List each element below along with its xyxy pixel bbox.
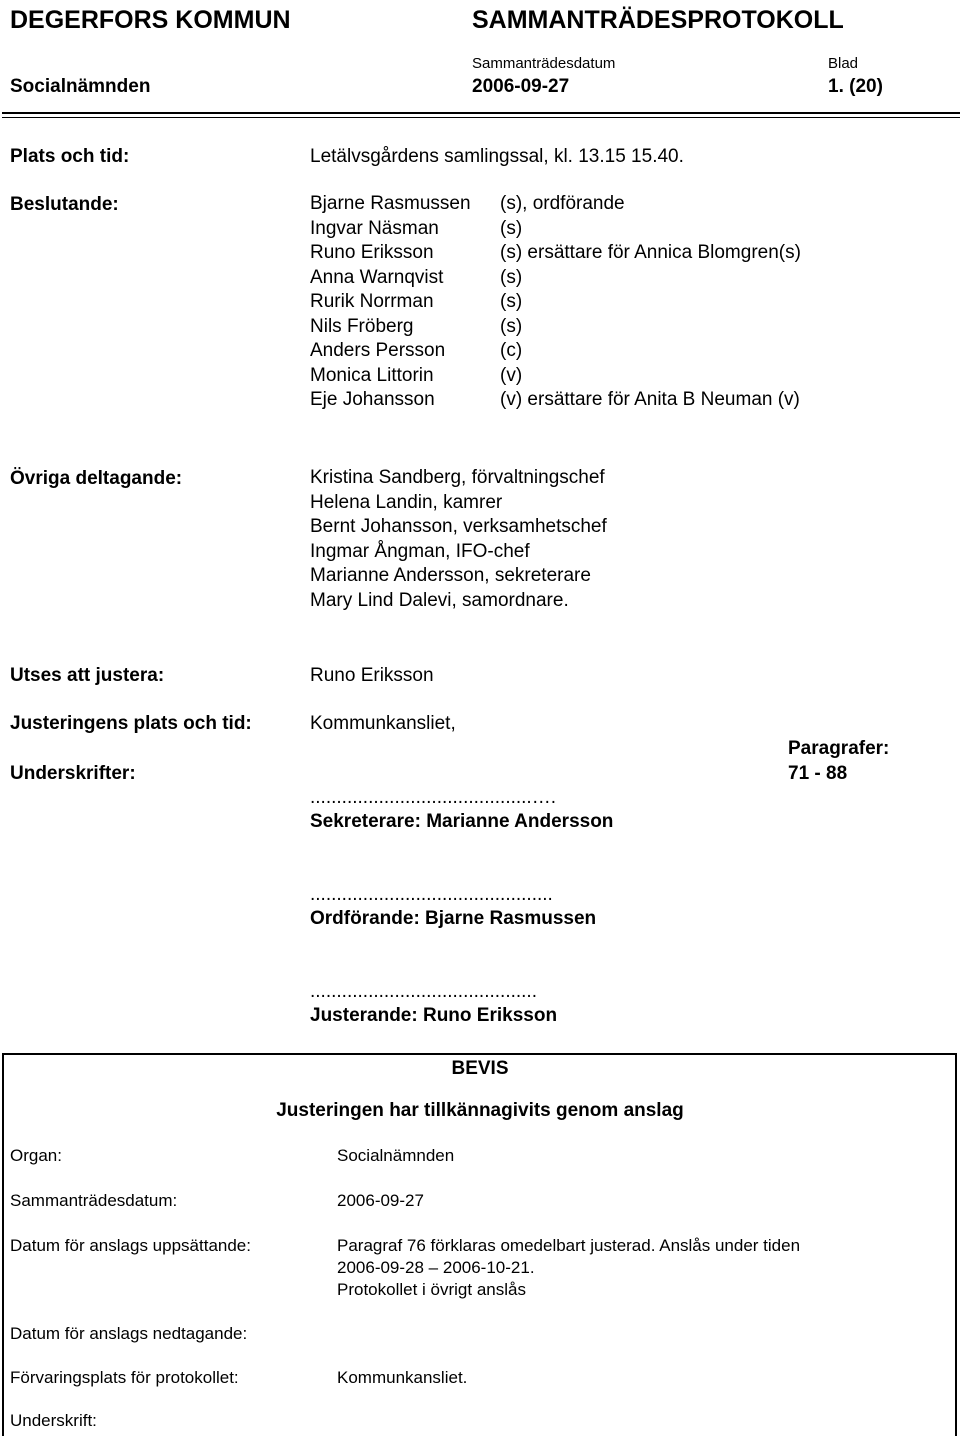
storage-label: Förvaringsplats för protokollet: xyxy=(10,1368,239,1387)
adjuster-signature: Justerande: Runo Eriksson xyxy=(310,1005,558,1026)
member-role: (v) xyxy=(500,364,523,386)
signature-line: ..........................................…. xyxy=(310,787,556,808)
other-participants-list xyxy=(310,466,607,613)
others-label: Övriga deltagande: xyxy=(10,468,183,489)
certificate-title: BEVIS xyxy=(451,1058,509,1079)
paragraphs-label: Paragrafer: xyxy=(788,738,890,759)
adjust-place-value: Kommunkansliet, xyxy=(310,713,456,734)
member-name: Ingvar Näsman xyxy=(310,217,439,239)
signature-line: .............................................. xyxy=(310,884,553,905)
member-name: Eje Johansson xyxy=(310,389,435,410)
member-name: Monica Littorin xyxy=(310,364,434,386)
header-divider-thin xyxy=(2,117,960,118)
municipality-name: DEGERFORS KOMMUN xyxy=(10,6,291,34)
document-type: SAMMANTRÄDESPROTOKOLL xyxy=(472,6,844,34)
member-role: (c) xyxy=(500,340,523,361)
place-label: Plats och tid: xyxy=(10,146,130,167)
list-item xyxy=(310,241,910,266)
member-role: (s) xyxy=(500,291,523,312)
organ-label: Organ: xyxy=(10,1146,62,1165)
deciding-members-list xyxy=(310,192,910,413)
certificate-subtitle: Justeringen har tillkännagivits genom anslag xyxy=(276,1100,684,1121)
member-name: Anders Persson xyxy=(310,340,446,361)
member-role: (s), ordförande xyxy=(500,193,625,214)
certificate-date-value: 2006-09-27 xyxy=(337,1191,424,1210)
place-value: Letälvsgårdens samlingssal, kl. 13.15 15.40. xyxy=(310,146,684,167)
member-name: Rurik Norrman xyxy=(310,291,434,312)
list-item xyxy=(310,339,910,364)
list-item: Ingmar Ångman, IFO-chef xyxy=(310,540,530,562)
list-item xyxy=(310,388,910,413)
paragraphs-value: 71 - 88 xyxy=(788,763,848,784)
signature-line: ........................................... xyxy=(310,981,537,1002)
posted-line: Protokollet i övrigt anslås xyxy=(337,1280,526,1299)
member-role: (s) xyxy=(500,315,523,337)
certificate-date-label: Sammanträdesdatum: xyxy=(10,1191,178,1210)
header-divider xyxy=(2,112,960,114)
page-number: 1. (20) xyxy=(828,76,883,97)
list-item: Kristina Sandberg, förvaltningschef xyxy=(310,467,605,488)
organ-value: Socialnämnden xyxy=(337,1146,455,1165)
meeting-date-label: Sammanträdesdatum xyxy=(472,55,616,72)
list-item xyxy=(310,192,910,217)
list-item xyxy=(310,290,910,315)
board-name: Socialnämnden xyxy=(10,76,151,97)
member-name: Anna Warnqvist xyxy=(310,266,444,288)
list-item xyxy=(310,266,910,291)
chair-signature: Ordförande: Bjarne Rasmussen xyxy=(310,908,597,929)
posted-date-label: Datum för anslags uppsättande: xyxy=(10,1236,251,1255)
page-label: Blad xyxy=(828,55,859,72)
list-item: Mary Lind Dalevi, samordnare. xyxy=(310,589,569,611)
secretary-signature: Sekreterare: Marianne Andersson xyxy=(310,811,614,832)
storage-value: Kommunkansliet. xyxy=(337,1368,468,1387)
posted-line: 2006-09-28 – 2006-10-21. xyxy=(337,1258,535,1277)
removed-date-label: Datum för anslags nedtagande: xyxy=(10,1324,248,1343)
member-role: (s) xyxy=(500,266,523,288)
signature-label: Underskrift: xyxy=(10,1411,97,1430)
list-item: Marianne Andersson, sekreterare xyxy=(310,565,591,586)
list-item xyxy=(310,217,910,242)
member-role: (s) ersättare för Annica Blomgren(s) xyxy=(500,242,801,263)
list-item: Helena Landin, kamrer xyxy=(310,491,503,513)
signatures-label: Underskrifter: xyxy=(10,763,136,784)
member-name: Bjarne Rasmussen xyxy=(310,193,471,214)
adjuster-value: Runo Eriksson xyxy=(310,665,434,686)
member-name: Nils Fröberg xyxy=(310,315,414,337)
adjuster-label: Utses att justera: xyxy=(10,665,165,686)
member-role: (s) xyxy=(500,217,523,239)
adjust-place-label: Justeringens plats och tid: xyxy=(10,713,252,734)
list-item xyxy=(310,315,910,340)
deciding-label: Beslutande: xyxy=(10,194,119,215)
list-item xyxy=(310,364,910,389)
member-role: (v) ersättare för Anita B Neuman (v) xyxy=(500,389,800,410)
posted-line: Paragraf 76 förklaras omedelbart justerad. Anslås under tiden xyxy=(337,1236,801,1255)
list-item: Bernt Johansson, verksamhetschef xyxy=(310,516,607,537)
member-name: Runo Eriksson xyxy=(310,242,434,263)
meeting-date: 2006-09-27 xyxy=(472,76,570,97)
